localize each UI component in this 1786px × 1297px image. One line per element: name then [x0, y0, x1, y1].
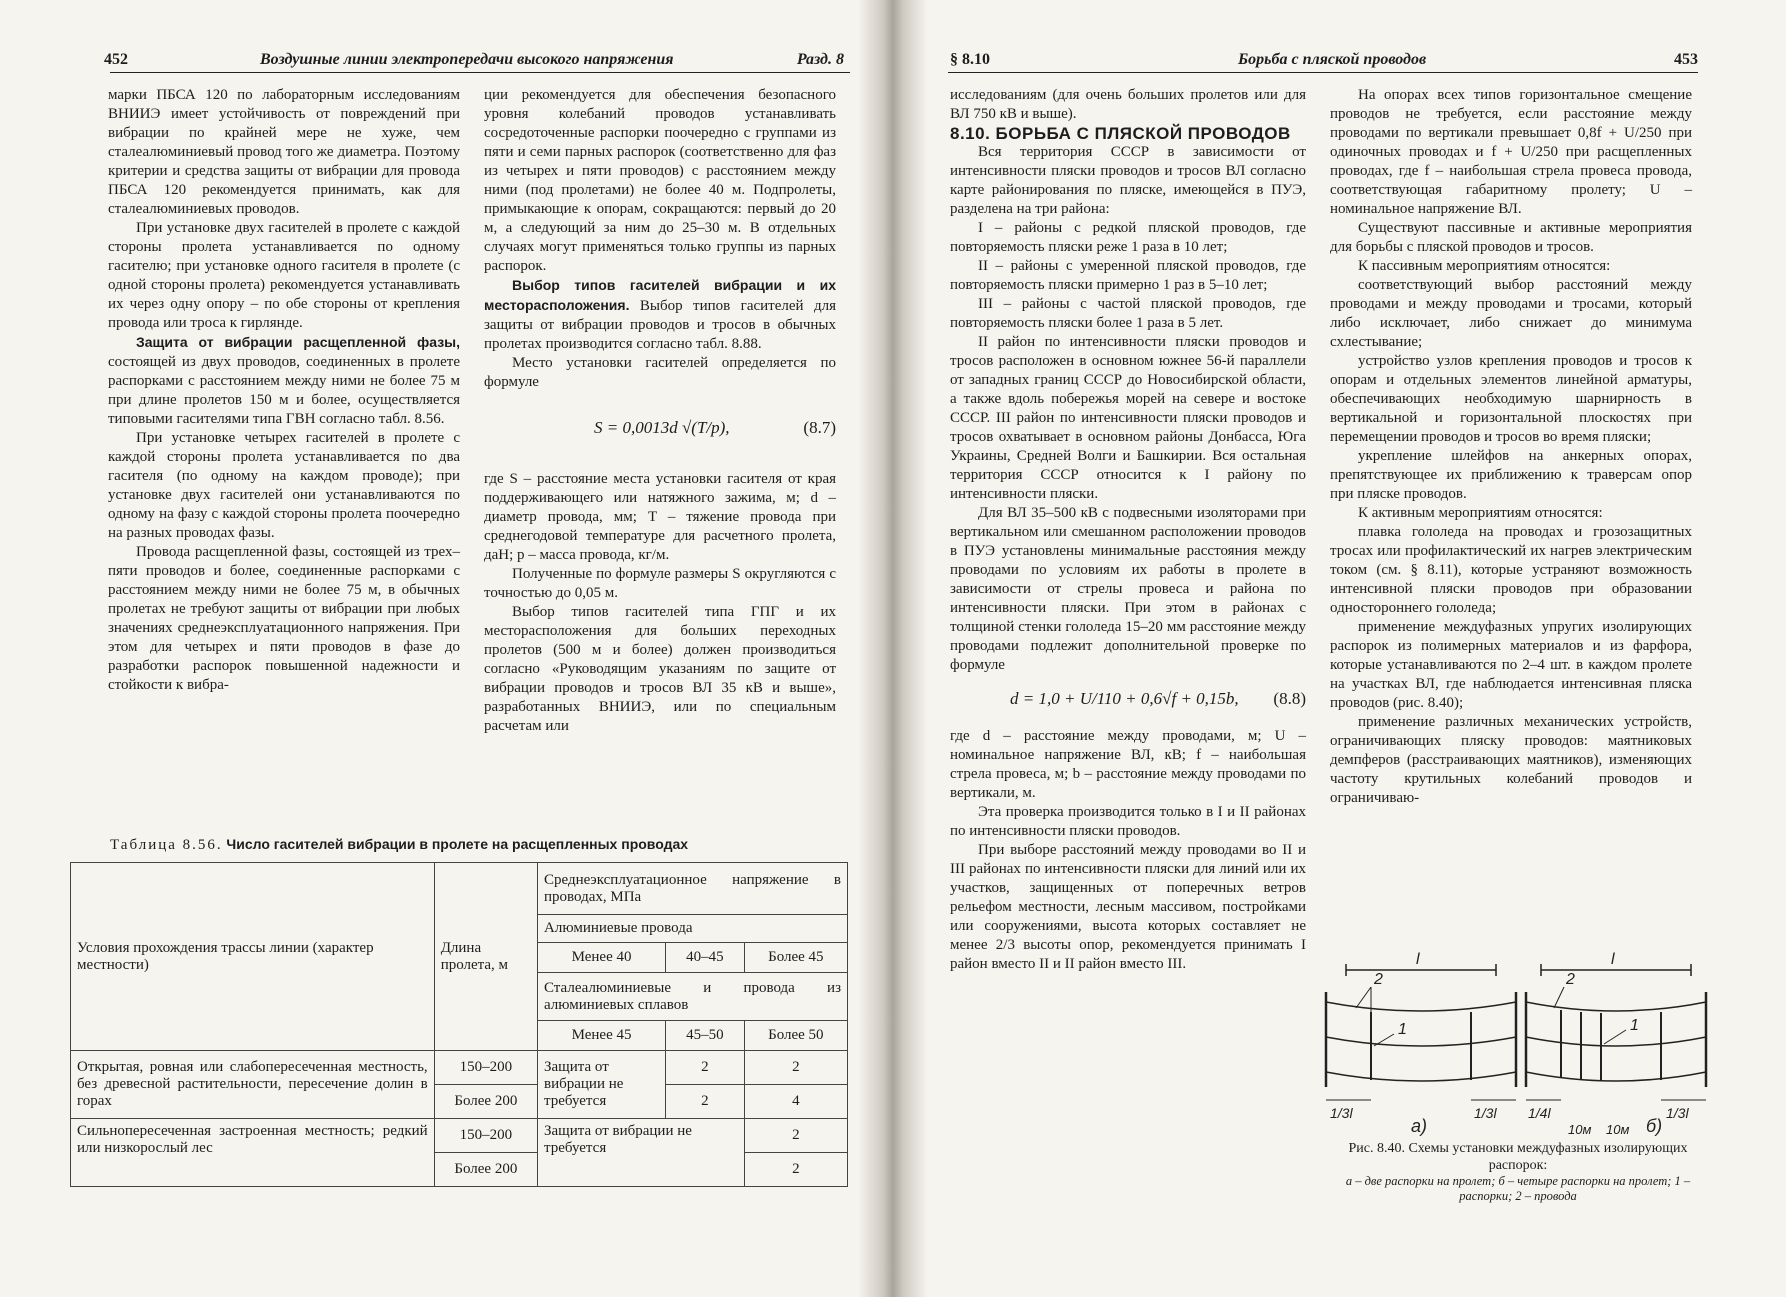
table-cell: 4: [744, 1085, 847, 1119]
figure-caption-legend: а – две распорки на пролет; б – четыре распорки на пролет; 1 – распорки; 2 – провода: [1345, 1174, 1691, 1203]
paragraph: II район по интенсивности пляски проводов и тросов расположен в основном южнее 56-й параллели от западных границ СССР до Новосибирской области, а также вдоль побережья морей на севере и востоке СССР. III район по интенсивности пляски проводов и тросов охватывает в основном районы Донбасса, Юга Украины, Средней Волги и Башкирии. Вся остальная территория СССР относится к I району по интенсивности пляски.: [950, 334, 1306, 502]
left-column-2: [484, 86, 836, 736]
table-8-56: [70, 862, 848, 1187]
left-running-head: [104, 44, 850, 73]
right-page: [928, 0, 1786, 1297]
table-cell: 2: [744, 1153, 847, 1187]
paragraph: II – районы с умеренной пляской проводов, где повторяемость пляски примерно 1 раз в 5–10 лет;: [950, 258, 1306, 293]
conductor-line: [1526, 1072, 1706, 1081]
paragraph: Выбор типов гасителей типа ГПГ и их месторасположения для больших переходных пролетов (500 м и более) должен производиться согласно «Руководящим указаниям по защите от вибрации проводов и тросов ВЛ 35 кВ и выше», разработанных ВНИИЭ, или по специальным расчетам или: [484, 604, 836, 734]
left-page-number: 452: [104, 51, 128, 68]
table-caption-title: Число гасителей вибрации в пролете на расщепленных проводах: [226, 836, 689, 852]
label-conductor-b: 2: [1566, 971, 1575, 988]
paragraph: [484, 276, 836, 354]
paragraph: При установке двух гасителей в пролете с каждой стороны пролета устанавливается по одному гасителю; при установке одного гасителя в пролете (с одной стороны пролета) рекомендуется устанавливать их через одну опору – по обе стороны от крепления провода или троса к гирлянде.: [108, 220, 460, 331]
formula-text: S = 0,0013d √(T/p),: [594, 418, 730, 437]
label-conductor-a: 2: [1374, 971, 1383, 988]
label-span-b: l: [1611, 951, 1615, 968]
header-stress: Среднеэксплуатационное напряжение в проводах, МПа: [538, 863, 848, 915]
table-cell: 2: [744, 1051, 847, 1085]
paragraph: укрепление шлейфов на анкерных опорах, препятствующее их приближению к траверсам опор при пляске проводов.: [1330, 448, 1692, 502]
paragraph: плавка гололеда на проводах и грозозащитных тросах или профилактический их нагрев электрическим током (см. § 8.11), которые устраняют возможность интенсивной пляски проводов при образовании одностороннего гололеда;: [1330, 524, 1692, 616]
label-dim-a-left: 1/3l: [1330, 1105, 1353, 1121]
header-al-1: Менее 40: [538, 943, 666, 973]
section-title: 8.10. БОРЬБА С ПЛЯСКОЙ ПРОВОДОВ: [950, 124, 1291, 143]
bold-heading: Выбор типов гасителей вибрации и их месторасположения.: [484, 277, 836, 313]
paragraph: При установке четырех гасителей в пролете с каждой стороны пролета устанавливается по два гасителя (по одному на каждом проводе); при установке двух гасителей они устанавливаются по одному на фазу с каждой стороны пролета поочередно на разных проводах фазы.: [108, 430, 460, 541]
conductor-line: [1526, 1037, 1706, 1046]
label-scheme-a: а): [1411, 1116, 1428, 1136]
scheme-a: [1326, 964, 1516, 1100]
label-dim-b-left: 1/4l: [1528, 1105, 1551, 1121]
conductor-line: [1326, 1002, 1516, 1011]
paragraph: применение различных механических устройств, ограничивающих пляску проводов: маятниковых демпферов (расстраивающих маятников), изменяющих частоту крутильных колебаний проводов и ограничиваю-: [1330, 714, 1692, 806]
figure-8-40-diagram: [1316, 942, 1716, 1142]
paragraph: Существуют пассивные и активные мероприятия для борьбы с пляской проводов и тросов.: [1330, 220, 1692, 255]
table-cell: 2: [666, 1051, 745, 1085]
paragraph: Эта проверка производится только в I и II районах по интенсивности пляски проводов.: [950, 804, 1306, 839]
right-header-title: Борьба с пляской проводов: [1238, 51, 1427, 68]
paragraph: где S – расстояние места установки гасителя от края поддерживающего или натяжного зажима, м; d – диаметр провода, мм; T – тяжение провода при среднегодовой температуре для расчетного пролета, даН; p – масса провода, кг/м.: [484, 471, 836, 563]
right-column-1: [950, 86, 1306, 974]
paragraph: устройство узлов крепления проводов и тросов к опорам и отдельных элементов линейной арматуры, обеспечивающих необходимую шарнирность в вертикальной и горизонтальной плоскостях при перемещении проводов и тросов во время пляски;: [1330, 353, 1692, 445]
left-column-1: [108, 86, 460, 695]
paragraph: соответствующий выбор расстояний между проводами и между проводами и тросами, который либо исключает, либо снижает до минимума схлестывание;: [1330, 277, 1692, 350]
left-page: [0, 0, 870, 1297]
paragraph: К пассивным мероприятиям относятся:: [1358, 258, 1611, 274]
paragraph: Место установки гасителей определяется по формуле: [484, 355, 836, 390]
bold-heading: Защита от вибрации расщепленной фазы,: [136, 334, 460, 350]
table-cell: 2: [744, 1119, 847, 1153]
paragraph: исследованиям (для очень больших пролетов или для ВЛ 750 кВ и выше).: [950, 87, 1306, 122]
paragraph: Вся территория СССР в зависимости от интенсивности пляски проводов и тросов ВЛ согласно карте районирования по пляске, имеющейся в ПУЭ, разделена на три района:: [950, 144, 1306, 217]
header-conditions: Условия прохождения трассы линии (характер местности): [71, 863, 435, 1051]
formula-8-7: [484, 400, 836, 460]
table-cell: 150–200: [434, 1051, 537, 1085]
formula-number: (8.8): [1273, 689, 1306, 708]
table-row-open-terrain: Открытая, ровная или слабопересеченная местность, без древесной растительности, пересечение долин в горах: [71, 1051, 435, 1119]
right-section-label: § 8.10: [950, 51, 990, 68]
table-caption-label: Таблица 8.56.: [110, 837, 223, 853]
header-al-2: 40–45: [666, 943, 745, 973]
right-page-number: 453: [1674, 51, 1698, 68]
paragraph: где d – расстояние между проводами, м; U – номинальное напряжение ВЛ, кВ; f – наибольшая стрела провеса, м; b – расстояние между проводами по вертикали, м.: [950, 728, 1306, 801]
label-dim-a-right: 1/3l: [1474, 1105, 1497, 1121]
table-cell: Более 200: [434, 1153, 537, 1187]
paragraph: На опорах всех типов горизонтальное смещение проводов не требуется, если расстояние между проводами по вертикали превышает 0,8f + U/250 при одиночных проводах и f + U/250 при расщепленных проводах, где f – наибольшая стрела провеса провода, соответствующая габаритному пролету; U – номинальное напряжение ВЛ.: [1330, 87, 1692, 217]
header-st-1: Менее 45: [538, 1021, 666, 1051]
paragraph: марки ПБСА 120 по лабораторным исследованиям ВНИИЭ имеет устойчивость от повреждений при вибрации по крайней мере не хуже, чем сталеалюминиевый провод того же диаметра. Поэтому критерии и средства защиты от вибрации для провода ПБСА 120 рекомендуется принимать, как для сталеалюминиевых проводов.: [108, 87, 460, 217]
table-cell: Защита от вибрации не требуется: [538, 1051, 666, 1119]
figure-caption: [1320, 1140, 1716, 1204]
label-dim-b-right: 1/3l: [1666, 1105, 1689, 1121]
formula-text: d = 1,0 + U/110 + 0,6√f + 0,15b,: [1010, 689, 1239, 708]
figure-caption-title: Рис. 8.40. Схемы установки междуфазных изолирующих распорок:: [1348, 1141, 1688, 1173]
paragraph: III – районы с частой пляской проводов, где повторяемость пляски более 1 раза в 5 лет.: [950, 296, 1306, 331]
conductor-line: [1326, 1072, 1516, 1081]
leader-line: [1356, 987, 1371, 1008]
paragraph: применение междуфазных упругих изолирующих распорок из полимерных материалов и из фарфора, которые устанавливаются по 2–4 шт. в каждом пролете на участках ВЛ, где наблюдается интенсивная пляска проводов (рис. 8.40);: [1330, 619, 1692, 711]
paragraph: При выборе расстояний между проводами во II и III районах по интенсивности пляски для линий или их участков, защищенных от поперечных ветров рельефом местности, лесным массивом, постройками или сооружениями, высота которых составляет не менее 2/3 высоты опор, рекомендуется принимать I район вместо II и II район вместо III.: [950, 842, 1306, 972]
label-spacer-a: 1: [1398, 1021, 1407, 1038]
paragraph: Провода расщепленной фазы, состоящей из трех–пяти проводов и более, соединенные распорками с расстоянием между ними не более 75 м, в обычных пролетах не требуют защиты от вибрации при любых значениях среднеэксплуатационного напряжения. При этом для четырех и пяти проводов в фазе до разработки распорок повышенной надежности и стойкости к вибра-: [108, 544, 460, 693]
left-header-title: Воздушные линии электропередачи высокого напряжения: [260, 51, 674, 68]
table-caption: [110, 836, 850, 854]
paragraph: Для ВЛ 35–500 кВ с подвесными изоляторами при вертикальном или смешанном расположении проводов в ПУЭ установлены минимальные расстояния между проводами по условиям их работы в пролете в зависимости от стрелы провеса и района по интенсивности пляски. При этом в районах с толщиной стенки гололеда 15–20 мм расстояние между проводами подлежит дополнительной проверке по формуле: [950, 505, 1306, 673]
label-scheme-b: б): [1646, 1116, 1663, 1136]
table-cell: Защита от вибрации не требуется: [538, 1119, 745, 1187]
formula-8-8: [950, 683, 1306, 717]
conductor-line: [1526, 1002, 1706, 1011]
formula-number: (8.7): [803, 418, 836, 437]
label-span-a: l: [1416, 951, 1420, 968]
paragraph-text: Выбор типов гасителей для защиты от вибрации проводов и тросов в обычных пролетах производится согласно табл. 8.88.: [484, 298, 836, 352]
header-steel-aluminium: Сталеалюминиевые и провода из алюминиевых сплавов: [538, 973, 848, 1021]
table-cell: 150–200: [434, 1119, 537, 1153]
paragraph: К активным мероприятиям относятся:: [1358, 505, 1603, 521]
leader-line: [1554, 987, 1564, 1008]
paragraph: I – районы с редкой пляской проводов, где повторяемость пляски реже 1 раза в 10 лет;: [950, 220, 1306, 255]
header-st-3: Более 50: [744, 1021, 847, 1051]
header-st-2: 45–50: [666, 1021, 745, 1051]
table-cell: 2: [666, 1085, 745, 1119]
paragraph: Полученные по формуле размеры S округляются с точностью до 0,05 м.: [484, 566, 836, 601]
scheme-b: [1526, 964, 1706, 1100]
right-column-2: [1330, 86, 1692, 808]
label-spacer-b: 1: [1630, 1017, 1639, 1034]
left-section-label: Разд. 8: [796, 51, 844, 68]
right-running-head: [948, 44, 1698, 73]
header-span: Длина пролета, м: [434, 863, 537, 1051]
table-row-rough-terrain: Сильнопересеченная застроенная местность; редкий или низкорослый лес: [71, 1119, 435, 1187]
leader-line: [1604, 1030, 1626, 1044]
header-aluminium: Алюминиевые провода: [538, 915, 848, 943]
conductor-line: [1326, 1037, 1516, 1046]
table-cell: Более 200: [434, 1085, 537, 1119]
header-al-3: Более 45: [744, 943, 847, 973]
paragraph: [108, 333, 460, 429]
label-gap-2: 10м: [1606, 1122, 1630, 1137]
label-gap-1: 10м: [1568, 1122, 1592, 1137]
paragraph: ции рекомендуется для обеспечения безопасного уровня колебаний проводов устанавливать сосредоточенные распорки поочередно с группами из пяти и семи парных распорок (соответственно для фаз из четырех и пяти проводов) с расстоянием между ними (под пролетами) не более 40 м. Подпролеты, примыкающие к опорам, сокращаются: первый до 20 м, а следующий за ним до 25–30 м. В отдельных случаях могут применяться только группы из парных распорок.: [484, 87, 836, 274]
paragraph-text: состоящей из двух проводов, соединенных в пролете распорками с расстоянием между ними не более 75 м при длине пролетов 150 м и более, осуществляется типовыми гасителями типа ГВН согласно табл. 8.56.: [108, 354, 460, 427]
